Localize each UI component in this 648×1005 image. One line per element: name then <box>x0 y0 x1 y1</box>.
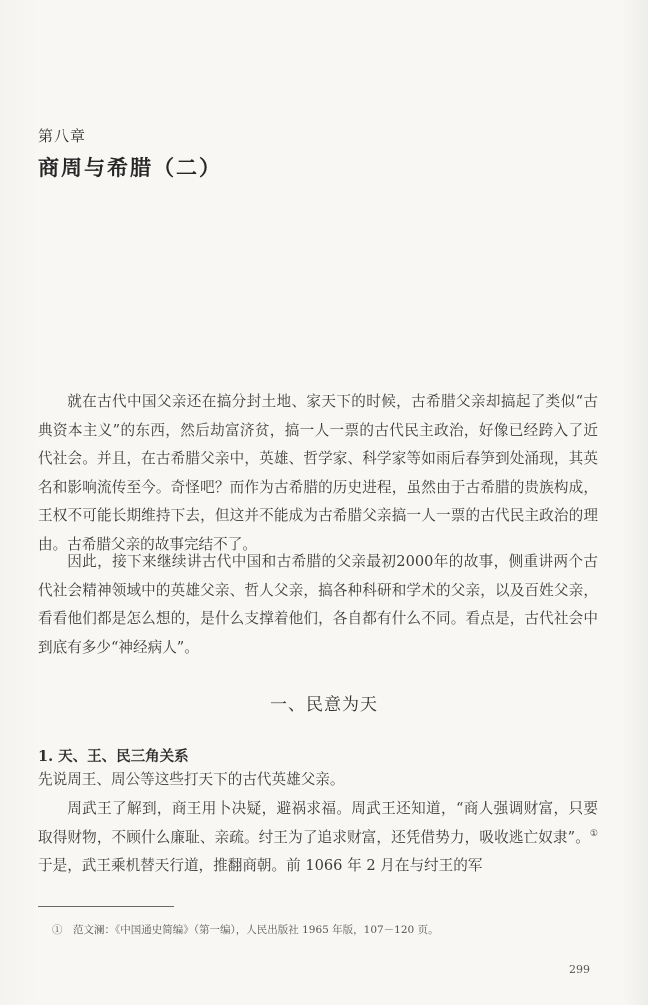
footnote-divider <box>38 906 174 907</box>
paragraph-section-intro: 先说周王、周公等这些打天下的古代英雄父亲。 <box>38 771 345 788</box>
section-heading: 一、民意为天 <box>270 695 378 715</box>
paragraph-plan: 因此，接下来继续讲古代中国和古希腊的父亲最初2000年的故事，侧重讲两个古代社会精神领域中的英雄父亲、哲人父亲，搞各种科研和学术的父亲，以及百姓父亲，看看他们都是怎么想的，是什么支撑着他们，各自都有什么不同。看点是，古代社会中到底有多少“神经病人”。 <box>38 553 598 656</box>
paragraph-text-part1: 周武王了解到，商王用卜决疑，避祸求福。周武王还知道，“商人强调财富，只要取得财物，不顾什么廉耻、亲疏。纣王为了追求财富，还凭借势力，吸收逃亡奴隶”。 <box>38 800 598 846</box>
subsection-heading: 1. 天、王、民三角关系 <box>38 748 189 765</box>
paragraph-text-part2: 于是，武王乘机替天行道，推翻商朝。前 1066 年 2 月在与纣王的军 <box>38 857 483 874</box>
page-number: 299 <box>569 963 590 976</box>
footnote-marker: ① <box>589 828 598 839</box>
paragraph-intro: 就在古代中国父亲还在搞分封土地、家天下的时候，古希腊父亲却搞起了类似“古典资本主义”的东西，然后劫富济贫，搞一人一票的古代民主政治，好像已经跨入了近代社会。并且，在古希腊父亲中，英雄、哲学家、科学家等如雨后春笋到处涌现，其英名和影响流传至今。奇怪吧？而作为古希腊的历史进程，虽然由于古希腊的贵族构成，王权不可能长期维持下去，但这并不能成为古希腊父亲搞一人一票的古代民主政治的理由。古希腊父亲的故事完结不了。 <box>38 393 598 553</box>
chapter-title: 商周与希腊（二） <box>38 155 222 180</box>
footnote-text: ① 范文澜：《中国通史简编》（第一编），人民出版社 1965 年版，107－120 页。 <box>52 924 439 936</box>
chapter-number: 第八章 <box>38 127 87 145</box>
paragraph-zhou-wu-wang <box>38 795 598 881</box>
